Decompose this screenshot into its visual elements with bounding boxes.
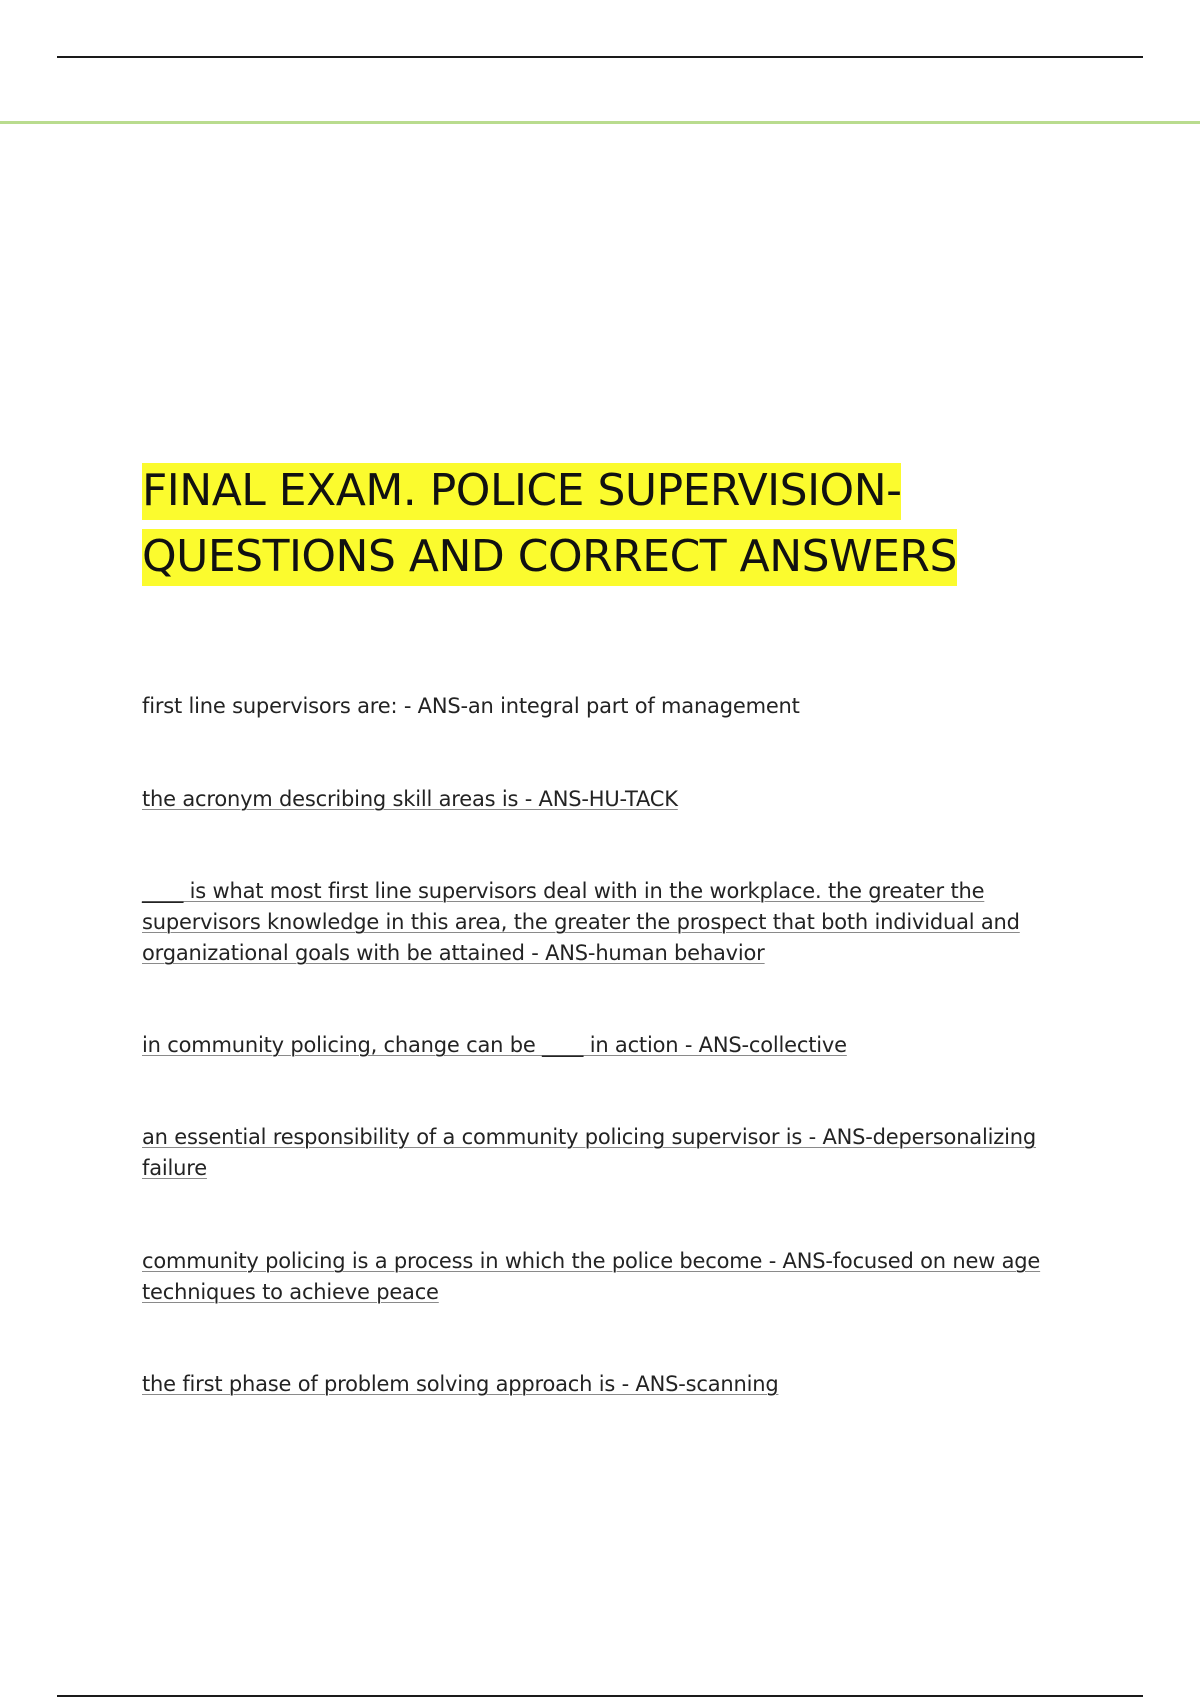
footer-rule (57, 1695, 1143, 1697)
qa-item-3: ____ is what most first line supervisors deal with in the workplace. the greater the supervisors knowledge in this area, the greater the prospect that both individual and organizational goals with be attained - ANS-human behavior (142, 879, 1020, 965)
qa-item-6: community policing is a process in which the police become - ANS-focused on new age techniques to achieve peace (142, 1249, 1041, 1304)
header-rule (57, 56, 1143, 58)
header-accent-rule (0, 121, 1200, 124)
qa-item-4: in community policing, change can be ____ in action - ANS-collective (142, 1033, 847, 1057)
qa-item-5: an essential responsibility of a community policing supervisor is - ANS-depersonalizing failure (142, 1125, 1036, 1180)
qa-item-7: the first phase of problem solving approach is - ANS-scanning (142, 1372, 779, 1396)
qa-item-1: first line supervisors are: - ANS-an integral part of management (142, 694, 800, 718)
title-line-2: QUESTIONS AND CORRECT ANSWERS (142, 529, 957, 586)
document-title (142, 458, 1102, 590)
title-line-1: FINAL EXAM. POLICE SUPERVISION- (142, 463, 901, 520)
qa-item-2: the acronym describing skill areas is - ANS-HU-TACK (142, 787, 678, 811)
